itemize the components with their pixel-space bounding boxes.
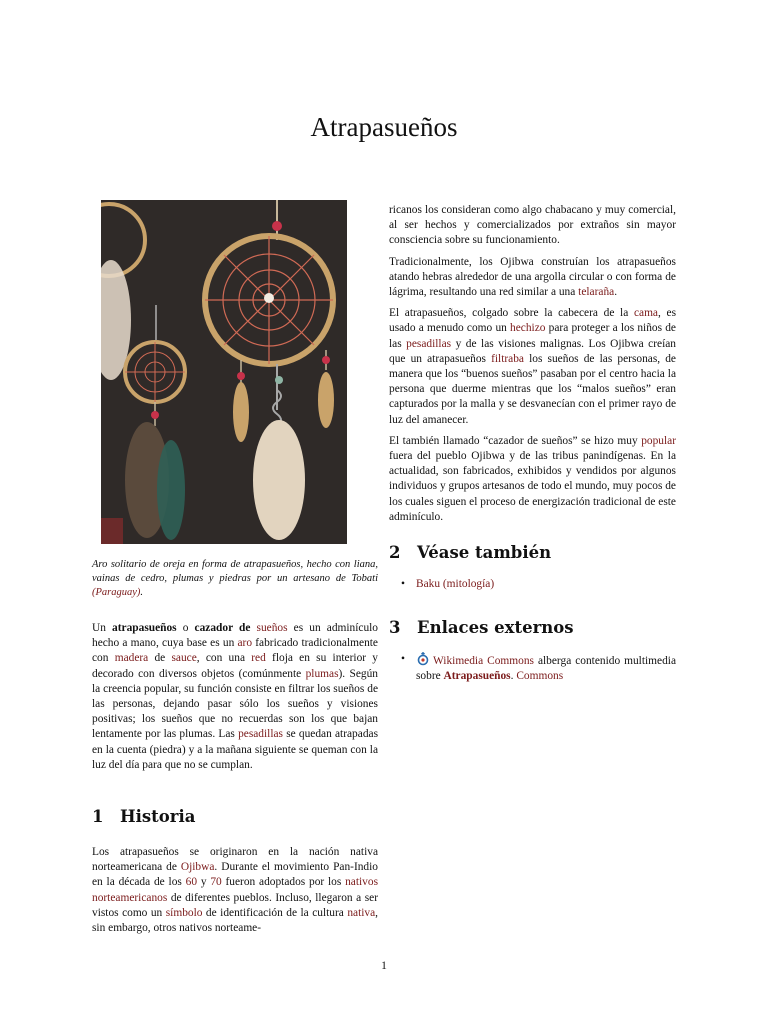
section-heading-historia: 1 Historia xyxy=(92,807,196,827)
figure-caption: Aro solitario de oreja en forma de atrapasueños, hecho con liana, vainas de cedro, plumas y piedras por un artesano de Tobati (Paraguay). xyxy=(92,559,378,598)
link-pesadillas-2[interactable]: pesadillas xyxy=(406,337,452,350)
link-simbolo[interactable]: símbolo xyxy=(165,906,203,919)
intro-paragraph: Un atrapasueños o cazador de sueños es un adminículo hecho a mano, cuya base es un aro fabricado tradicionalmente con madera de sauce, con una red floja en su interior y decorado con diversos objetos (comúnmente plumas). Según la creencia popular, su función consiste en filtrar los sueños de las personas, dejando pasar sólo los sueños y visiones positivas; los sueños que no recuerdas son los que bajan lentamente por las plumas. Las pesadillas se quedan atrapadas en la cuenta (piedra) y a la mañana siguiente se queman con la luz del día para que no se cumplan. xyxy=(92,622,379,771)
link-ojibwa[interactable]: Ojibwa xyxy=(180,861,215,874)
link-nativa[interactable]: nativa xyxy=(347,906,376,919)
link-60[interactable]: 60 xyxy=(185,876,198,889)
link-cama[interactable]: cama xyxy=(633,307,658,320)
link-sauce[interactable]: sauce xyxy=(171,652,197,665)
link-nativos-norteamericanos[interactable]: nativos norteamericanos xyxy=(92,876,378,904)
link-baku[interactable]: Baku (mitología) xyxy=(416,578,495,591)
left-column xyxy=(92,200,378,942)
page-title: Atrapasueños xyxy=(310,112,458,142)
dreamcatcher-photo xyxy=(101,200,347,544)
tradition-paragraph: Tradicionalmente, los Ojibwa construían los atrapasueños atando hebras alrededor de una argolla circular o con forma de lágrima, resultando una red similar a una telaraña. xyxy=(389,255,676,299)
link-filtraba[interactable]: filtraba xyxy=(491,352,524,365)
right-column xyxy=(389,203,676,685)
wikimedia-commons-icon xyxy=(416,652,430,666)
caption-link-paraguay[interactable]: (Paraguay) xyxy=(92,587,141,598)
link-popular[interactable]: popular xyxy=(641,434,676,447)
page-number: 1 xyxy=(381,960,387,972)
link-red[interactable]: red xyxy=(251,652,266,665)
link-madera[interactable]: madera xyxy=(114,652,149,665)
see-also-list xyxy=(389,577,676,592)
usage-paragraph: El atrapasueños, colgado sobre la cabecera de la cama, es usado a menudo como un hechizo para proteger a los niños de las pesadillas y de las visiones malignas. Los Ojibwa creían que un atrapasueños filtraba los sueños de las personas, de manera que los “buenos sueños” pasaban por el centro hacia la persona que duerme mientras que los “malos sueños” eran capturados por la malla y se desvanecían con el primer rayo de luz del amanecer. xyxy=(389,307,676,426)
popularity-paragraph: El también llamado “cazador de sueños” se hizo muy popular fuera del pueblo Ojibwa y de las tribus panindígenas. En la actualidad, son fabricados, exhibidos y vendidos por algunos individuos y grupos artesanos de todo el mundo, muy pocos de los cuales siguen el proceso de energización tradicional de este adminículo. xyxy=(389,434,676,523)
link-hechizo[interactable]: hechizo xyxy=(510,322,546,335)
history-continued-paragraph: ricanos los consideran como algo chabacano y muy comercial, al ser hechos y comercializados por extraños sin mayor consciencia sobre su funcionamiento. xyxy=(389,204,676,247)
list-item xyxy=(389,577,676,592)
link-telarana[interactable]: telaraña xyxy=(578,286,615,299)
link-commons[interactable]: Commons xyxy=(516,670,564,683)
external-links-list xyxy=(389,652,676,684)
section-heading-vease: 2 Véase también xyxy=(389,543,552,563)
section-heading-enlaces: 3 Enlaces externos xyxy=(389,618,574,638)
link-atrapasuenos[interactable]: Atrapasueños xyxy=(443,670,511,683)
historia-paragraph: Los atrapasueños se originaron en la nación nativa norteamericana de Ojibwa. Durante el movimiento Pan-Indio en la década de los 60 y 70 fueron adoptados por los nativos norteamericanos de diferentes pueblos. Incluso, llegaron a ser vistos como un símbolo de identificación de la cultura nativa, sin embargo, otros nativos norteame- xyxy=(92,846,379,935)
list-item: • Wikimedia Commons alberga contenido multimedia sobre Atrapasueños. Commons xyxy=(389,652,676,684)
link-70[interactable]: 70 xyxy=(210,876,222,889)
link-plumas[interactable]: plumas xyxy=(305,667,339,680)
link-suenos[interactable]: sueños xyxy=(256,622,288,634)
link-wikimedia-commons[interactable]: Wikimedia Commons xyxy=(433,655,534,668)
link-aro[interactable]: aro xyxy=(237,637,253,650)
link-pesadillas[interactable]: pesadillas xyxy=(238,728,283,741)
